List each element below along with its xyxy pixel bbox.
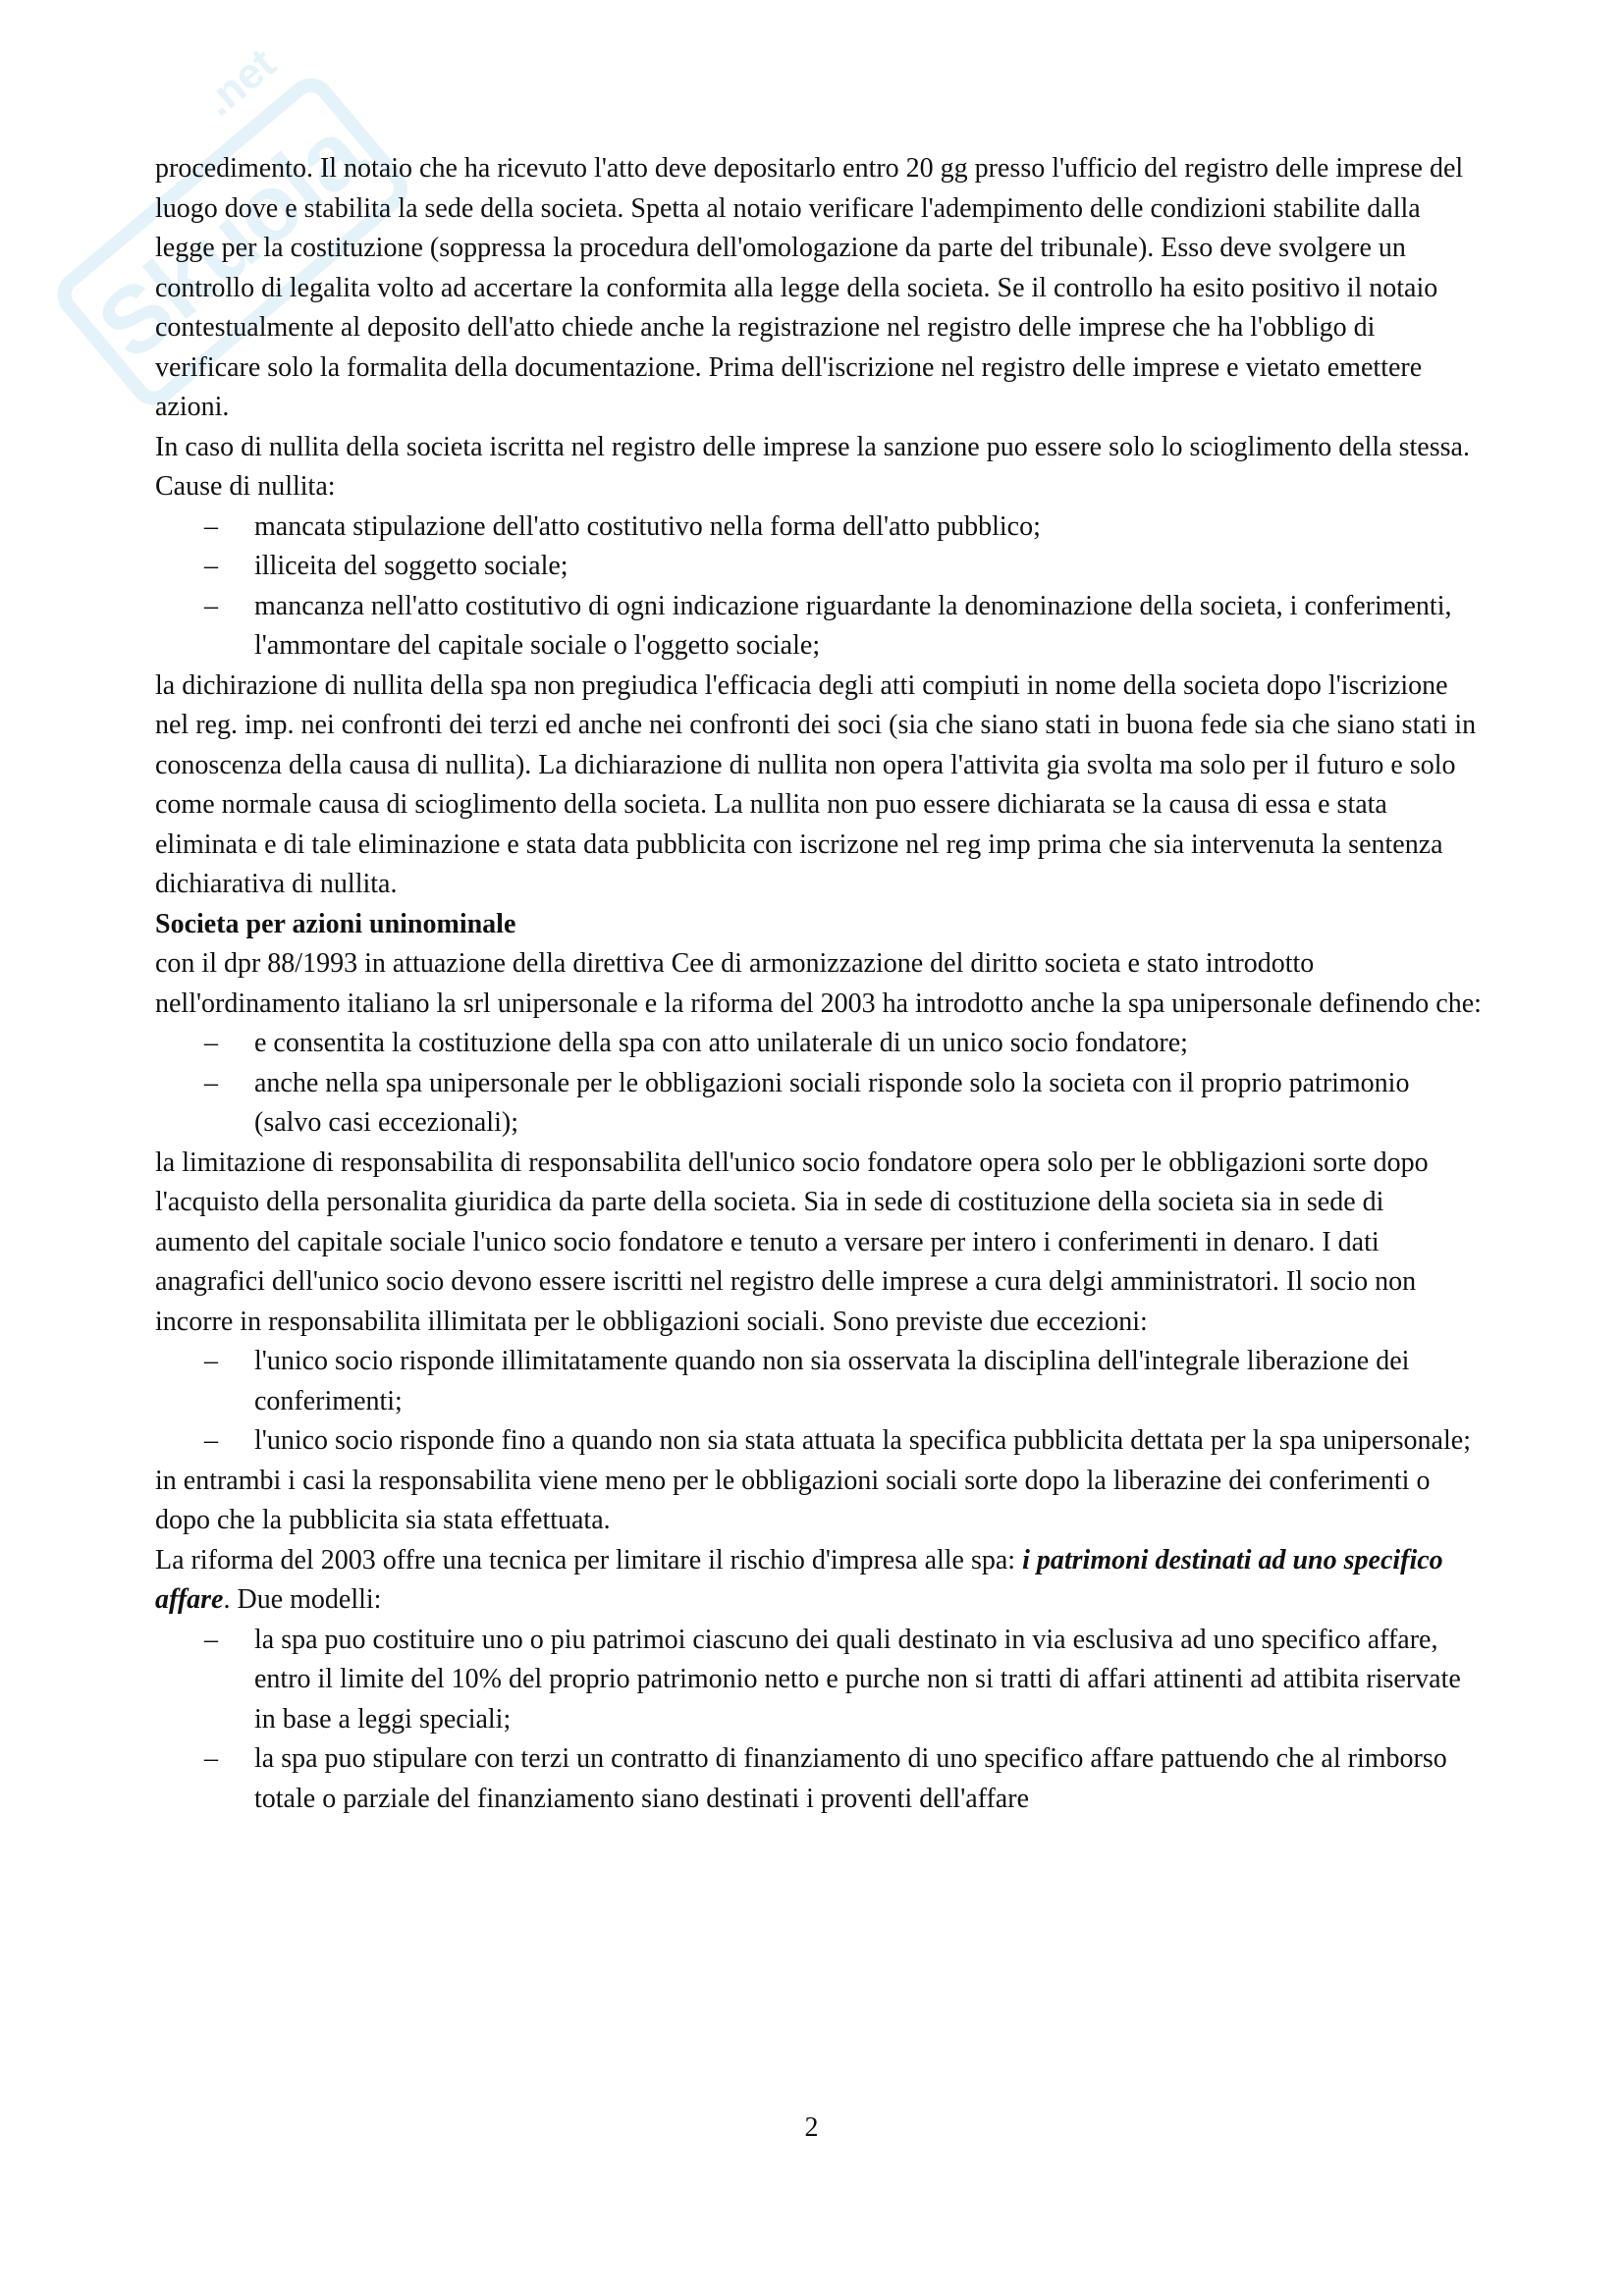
- paragraph: la dichirazione di nullita della spa non pregiudica l'efficacia degli atti compiuti in nome della societa dopo l'iscrizione nel reg. imp. nei confronti dei terzi ed anche nei confronti dei soci (sia che siano stati in buona fede sia che siano stati in conoscenza della causa di nullita). La dichiarazione di nullita non opera l'attivita gia svolta ma solo per il futuro e solo come normale causa di scioglimento della societa. La nullita non puo essere dichiarata se la causa di essa e stata eliminata e di tale eliminazione e stata data pubblicita con iscrizone nel reg imp prima che sia intervenuta la sentenza dichiarativa di nullita.: [155, 669, 1477, 899]
- paragraph: con il dpr 88/1993 in attuazione della direttiva Cee di armonizzazione del diritto societa e stato introdotto nell'ordinamento italiano la srl unipersonale e la riforma del 2003 ha introdotto anche la spa unipersonale definendo che:: [155, 948, 1482, 1019]
- emphasized-term: i patrimoni destinati ad uno specifico affare: [155, 1544, 1443, 1615]
- list-item: – l'unico socio risponde fino a quando non sia stata attuata la specifica pubblicita dettata per la spa unipersonale;: [155, 1421, 1483, 1462]
- nullity-causes-list: [155, 507, 1483, 667]
- section-heading: Societa per azioni uninominale: [155, 908, 516, 939]
- svg-text:Skuola: Skuola: [79, 100, 384, 380]
- list-item: – anche nella spa unipersonale per le obbligazioni sociali risponde solo la societa con il proprio patrimonio (salvo casi eccezionali);: [155, 1064, 1483, 1144]
- list-item: – mancanza nell'atto costitutivo di ogni indicazione riguardante la denominazione della societa, i conferimenti, l'ammontare del capitale sociale o l'oggetto sociale;: [155, 587, 1483, 667]
- list-item: – mancata stipulazione dell'atto costitutivo nella forma dell'atto pubblico;: [155, 507, 1483, 548]
- svg-text:.net: .net: [194, 39, 285, 126]
- document-body: [155, 149, 1483, 1819]
- exceptions-list: [155, 1342, 1483, 1462]
- unipersonal-rules-list: [155, 1024, 1483, 1144]
- page-number: 2: [804, 2112, 819, 2143]
- list-item: – l'unico socio risponde illimitatamente quando non sia osservata la disciplina dell'integrale liberazione dei conferimenti;: [155, 1342, 1483, 1421]
- list-item: – e consentita la costituzione della spa con atto unilaterale di un unico socio fondatore;: [155, 1024, 1483, 1064]
- paragraph: la limitazione di responsabilita di responsabilita dell'unico socio fondatore opera solo per le obbligazioni sorte dopo l'acquisto della personalita giuridica da parte della societa. Sia in sede di costituzione della societa sia in sede di aumento del capitale sociale l'unico socio fondatore e tenuto a versare per intero i conferimenti in denaro. I dati anagrafici dell'unico socio devono essere iscritti nel registro delle imprese a cura delgi amministratori. Il socio non incorre in responsabilita illimitata per le obbligazioni sociali. Sono previste due eccezioni:: [155, 1147, 1429, 1337]
- paragraph: In caso di nullita della societa iscritta nel registro delle imprese la sanzione puo essere solo lo scioglimento della stessa. Cause di nullita:: [155, 431, 1470, 502]
- paragraph: in entrambi i casi la responsabilita viene meno per le obbligazioni sociali sorte dopo la liberazine dei conferimenti o dopo che la pubblicita sia stata effettuata.: [155, 1465, 1431, 1535]
- list-item: – la spa puo costituire uno o piu patrimoi ciascuno dei quali destinato in via esclusiva ad uno specifico affare, entro il limite del 10% del proprio patrimonio netto e purche non si tratti di affari attinenti ad attibita riservate in base a leggi speciali;: [155, 1621, 1483, 1740]
- list-item: – la spa puo stipulare con terzi un contratto di finanziamento di uno specifico affare pattuendo che al rimborso totale o parziale del finanziamento siano destinati i proventi dell'affare: [155, 1739, 1483, 1819]
- paragraph: [155, 1541, 1483, 1621]
- paragraph-text: La riforma del 2003 offre una tecnica per limitare il rischio d'impresa alle spa:: [155, 1544, 1023, 1575]
- paragraph-text: . Due modelli:: [223, 1584, 382, 1615]
- list-item: – illiceita del soggetto sociale;: [155, 547, 1483, 587]
- models-list: [155, 1621, 1483, 1820]
- paragraph: procedimento. Il notaio che ha ricevuto l'atto deve depositarlo entro 20 gg presso l'ufficio del registro delle imprese del luogo dove e stabilita la sede della societa. Spetta al notaio verificare l'adempimento delle condizioni stabilite dalla legge per la costituzione (soppressa la procedura dell'omologazione da parte del tribunale). Esso deve svolgere un controllo di legalita volto ad accertare la conformita alla legge della societa. Se il controllo ha esito positivo il notaio contestualmente al deposito dell'atto chiede anche la registrazione nel registro delle imprese che ha l'obbligo di verificare solo la formalita della documentazione. Prima dell'iscrizione nel registro delle imprese e vietato emettere azioni.: [155, 153, 1464, 422]
